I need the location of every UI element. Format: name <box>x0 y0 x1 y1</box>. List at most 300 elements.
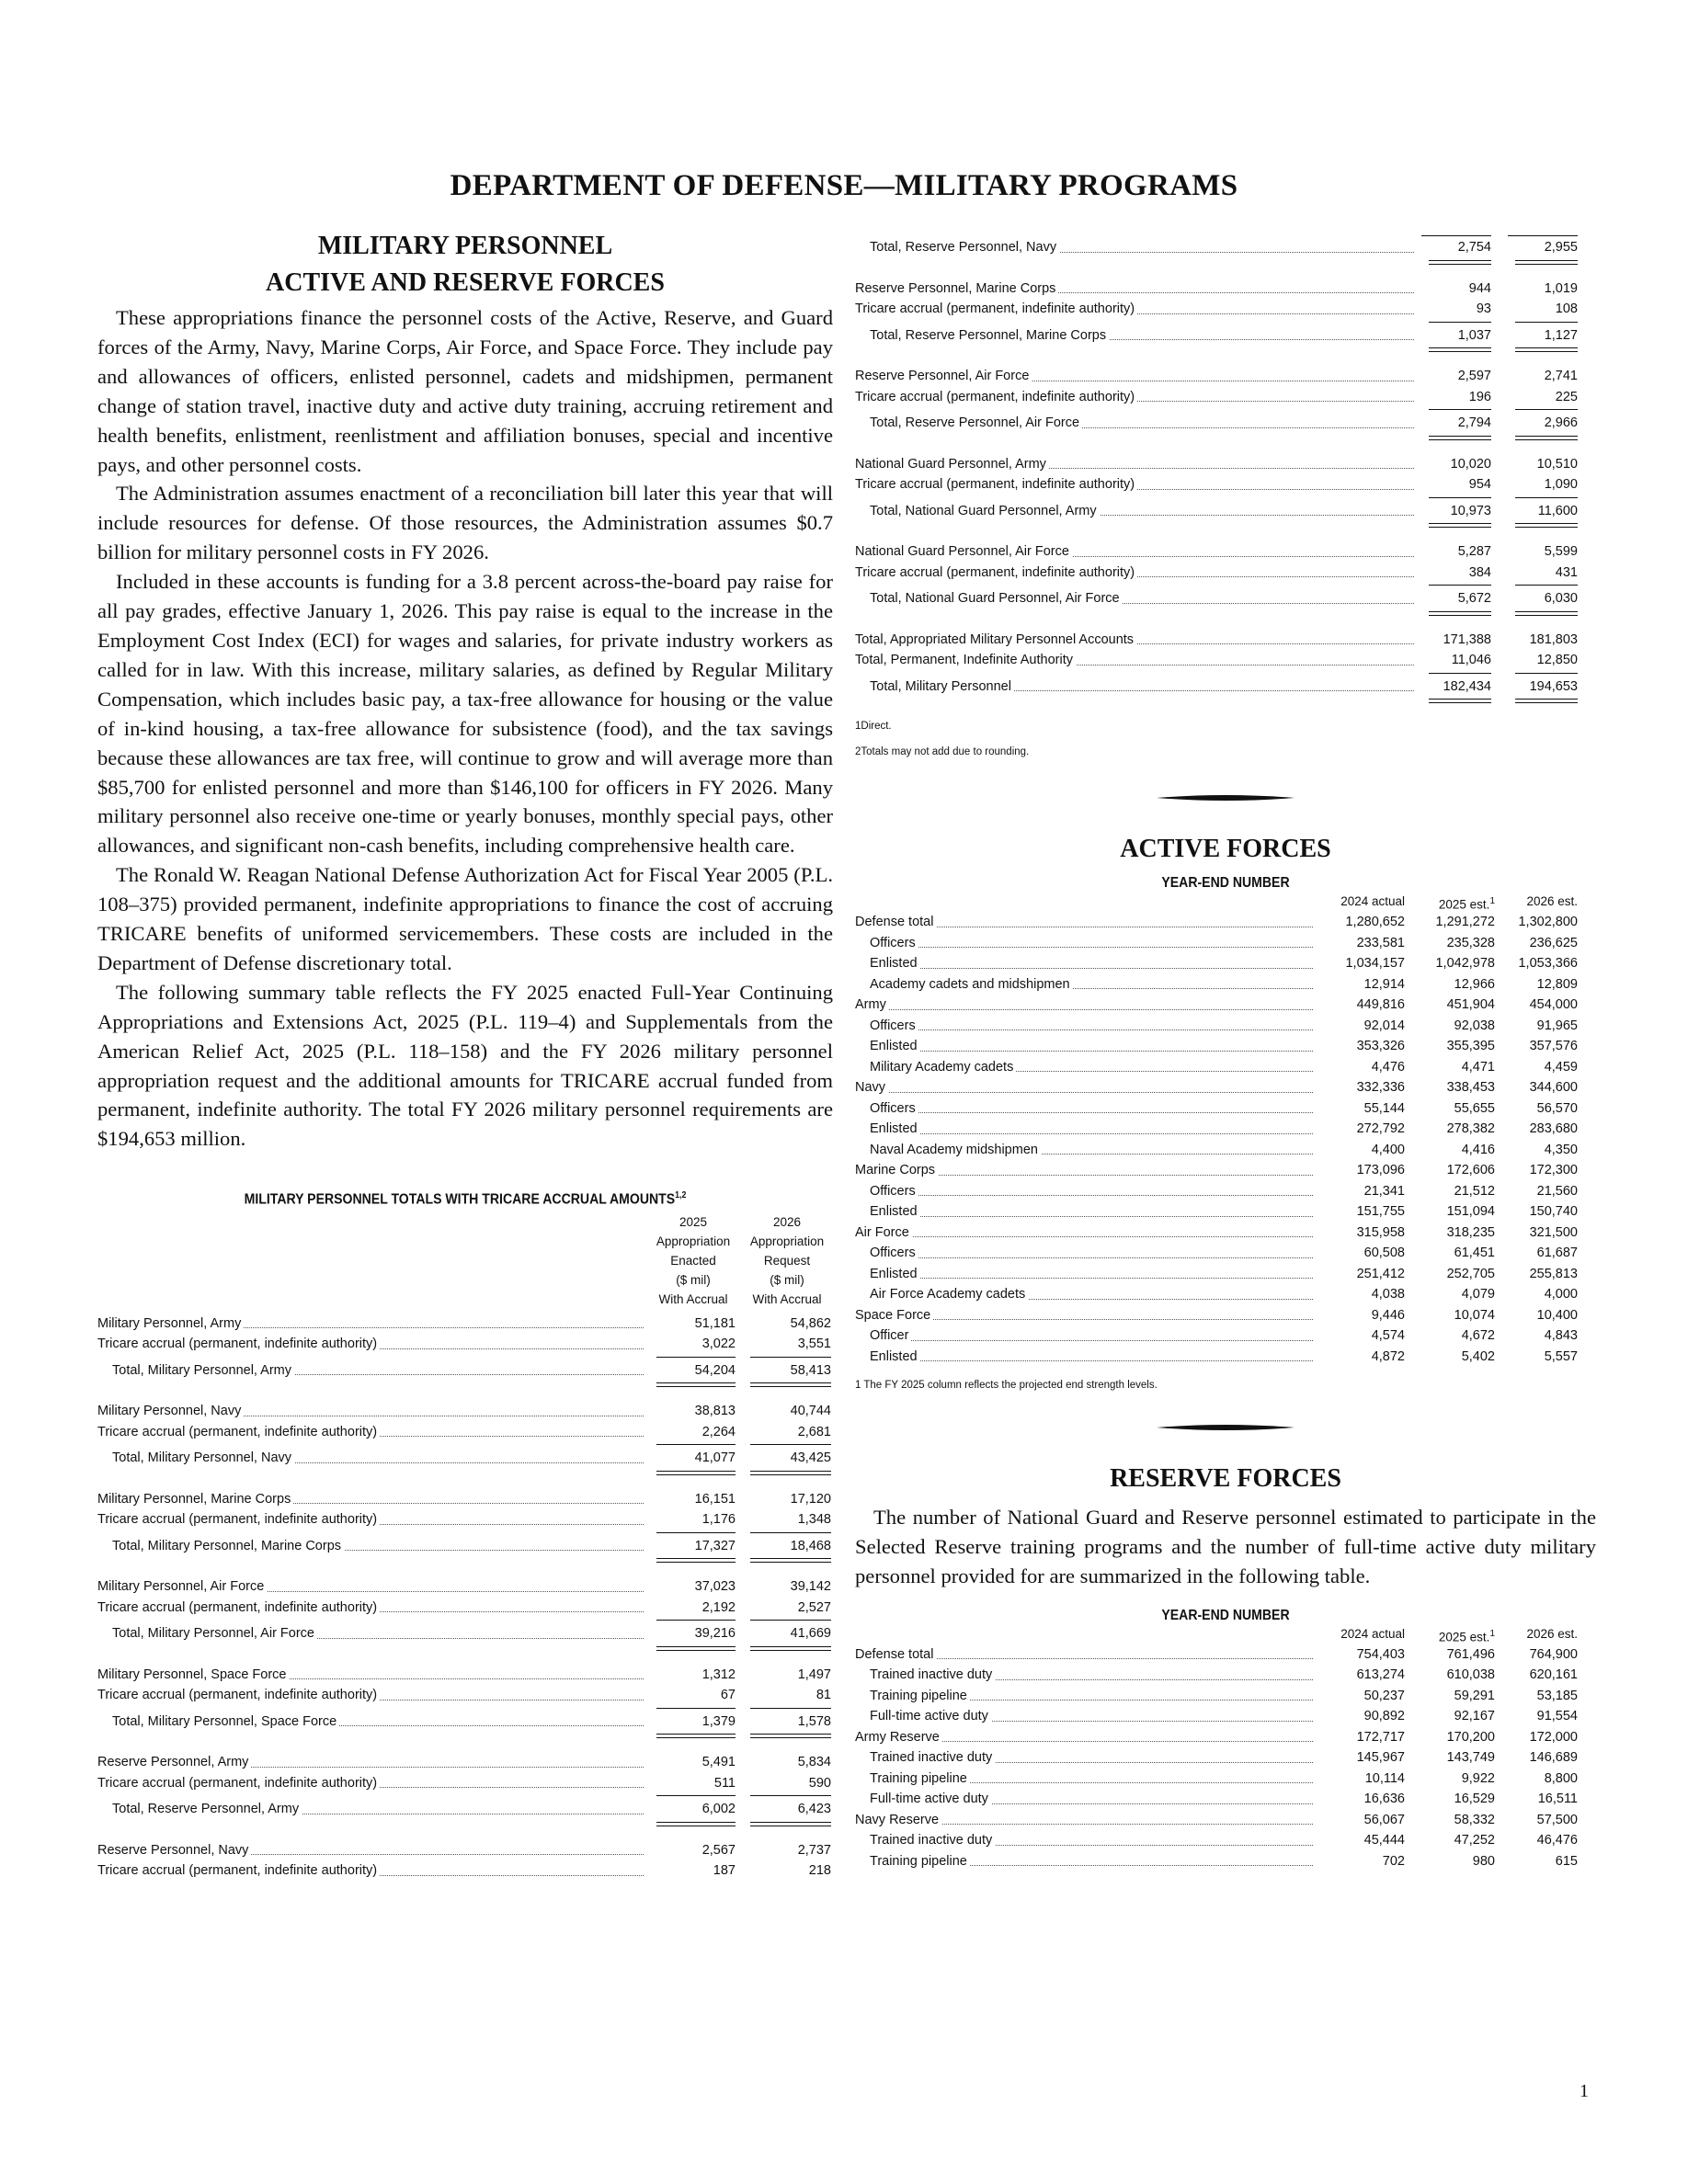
row-value: 51,181 <box>694 1315 736 1331</box>
row-label-text: Officers <box>855 936 918 950</box>
row-label <box>855 563 1414 584</box>
row-value: 56,067 <box>1363 1812 1405 1827</box>
row-value: 1,127 <box>1544 327 1578 343</box>
row-value: 173,096 <box>1356 1163 1405 1177</box>
col-header-2025 <box>647 1212 739 1309</box>
double-rule <box>855 258 1596 267</box>
row-label <box>855 1016 1313 1037</box>
row-value: 318,235 <box>1446 1224 1495 1240</box>
intro-text <box>97 303 833 1154</box>
row-label-text: Military Academy cadets <box>855 1060 1016 1075</box>
table-row <box>97 1840 833 1861</box>
row-value: 50,237 <box>1363 1688 1405 1703</box>
table-subrow <box>855 1016 1596 1037</box>
row-label <box>97 1623 644 1644</box>
row-label-text: Total, Reserve Personnel, Air Force <box>855 415 1082 430</box>
row-label <box>855 1201 1313 1223</box>
row-label-text: Navy Reserve <box>855 1813 941 1827</box>
row-label-text: Army Reserve <box>855 1730 942 1745</box>
row-label-text: Total, Military Personnel, Navy <box>97 1450 294 1465</box>
row-label-text: Total, Permanent, Indefinite Authority <box>855 653 1076 667</box>
row-value: 10,114 <box>1364 1770 1405 1786</box>
table-row <box>97 1576 833 1598</box>
row-value: 10,510 <box>1536 456 1578 472</box>
table-row <box>97 1685 833 1706</box>
row-value: 4,350 <box>1544 1142 1578 1157</box>
table-row <box>855 1077 1596 1098</box>
row-label <box>855 588 1414 609</box>
row-value: 67 <box>720 1688 736 1703</box>
row-label <box>855 1305 1313 1326</box>
row-value: 764,900 <box>1529 1646 1578 1662</box>
row-label <box>855 237 1414 258</box>
table-row <box>855 1223 1596 1244</box>
row-value: 5,557 <box>1544 1348 1578 1364</box>
double-rule <box>855 434 1596 443</box>
row-label <box>855 1830 1313 1851</box>
row-label-text: Military Personnel, Army <box>97 1316 244 1331</box>
total-row <box>855 501 1596 522</box>
paragraph: The following summary table reflects the FY 2025 enacted Full-Year Continuing Appropriations and Extensions Act, 2025 (P.L. 119–4) and Supplementals from the American Relief Act, 2025 (P.L. 118–158) and the FY 2026 military personnel appropriation request and the additional amounts for TRICARE accrual funded from permanent, indefinite authority. The total FY 2026 military personnel requirements are $194,653 million. <box>97 980 833 1151</box>
row-value: 449,816 <box>1356 997 1405 1012</box>
row-label-text: Trained inactive duty <box>855 1750 995 1765</box>
row-label <box>97 1685 644 1706</box>
row-value: 3,022 <box>701 1337 736 1352</box>
row-value: 252,705 <box>1446 1266 1495 1281</box>
row-value: 2,527 <box>797 1599 831 1615</box>
table-subrow <box>855 933 1596 954</box>
active-forces-table <box>855 912 1596 1367</box>
total-row <box>855 413 1596 434</box>
row-label-text: Officers <box>855 1018 918 1033</box>
col-header-2025 <box>1412 892 1495 915</box>
row-value: 1,037 <box>1457 327 1491 343</box>
table-row <box>855 995 1596 1016</box>
row-value: 2,737 <box>797 1842 831 1858</box>
row-label-text: Tricare accrual (permanent, indefinite authority) <box>97 1863 380 1878</box>
paragraph: These appropriations finance the personnel costs of the Active, Reserve, and Guard forces of the Army, Navy, Marine Corps, Air Force, and Space Force. They include pay and allowances of officers, enlisted personnel, cadets and midshipmen, permanent change of station travel, inactive duty and active duty training, accruing retirement and health benefits, enlistment, reenlistment and affiliation bonuses, special and incentive pays, and other personnel costs. <box>97 306 833 476</box>
row-label <box>855 1686 1313 1707</box>
row-label-text: Officers <box>855 1101 918 1116</box>
table-row <box>97 1401 833 1422</box>
footnote: 2Totals may not add due to rounding. <box>855 746 1030 757</box>
row-value: 610,038 <box>1446 1667 1495 1683</box>
col-header-sup: 1 <box>1489 896 1495 906</box>
row-label-text: Reserve Personnel, Air Force <box>855 369 1032 383</box>
row-value: 10,973 <box>1450 503 1491 518</box>
col-header-line: Request <box>763 1253 811 1268</box>
row-label <box>855 1160 1313 1181</box>
col-header-line: Enacted <box>670 1253 716 1268</box>
row-label <box>855 995 1313 1016</box>
row-label-text: Officer <box>855 1328 911 1343</box>
table-row <box>855 541 1596 563</box>
row-value: 1,497 <box>797 1666 831 1682</box>
row-label <box>855 366 1414 387</box>
row-label-text: Army <box>855 997 889 1012</box>
row-value: 702 <box>1382 1853 1405 1869</box>
table-row <box>97 1314 833 1335</box>
row-value: 12,809 <box>1536 976 1578 992</box>
footnote: 1Direct. <box>855 721 892 732</box>
col-header-line: 2026 <box>772 1214 802 1229</box>
row-value: 21,341 <box>1363 1183 1405 1199</box>
row-label-text: National Guard Personnel, Air Force <box>855 544 1072 559</box>
row-label-text: Enlisted <box>855 1204 920 1219</box>
row-value: 353,326 <box>1356 1039 1405 1053</box>
row-label <box>855 1077 1313 1098</box>
page-title: DEPARTMENT OF DEFENSE—MILITARY PROGRAMS <box>450 169 1238 202</box>
row-label <box>97 1360 644 1382</box>
row-label-text: Military Personnel, Space Force <box>97 1667 290 1682</box>
row-label-text: Tricare accrual (permanent, indefinite authority) <box>97 1600 380 1615</box>
row-label-text: Tricare accrual (permanent, indefinite authority) <box>855 565 1137 580</box>
row-value: 17,327 <box>694 1538 736 1553</box>
table-subrow <box>855 1747 1596 1769</box>
double-rule <box>855 697 1596 706</box>
row-label <box>97 1489 644 1510</box>
row-value: 2,192 <box>701 1599 736 1615</box>
section-heading-active-forces: ACTIVE FORCES <box>1120 835 1331 863</box>
row-value: 6,423 <box>797 1802 831 1817</box>
row-value: 251,412 <box>1356 1266 1405 1281</box>
row-label-text: Training pipeline <box>855 1771 970 1786</box>
active-table-header <box>855 892 1596 912</box>
table-subrow <box>855 1851 1596 1872</box>
row-value: 151,094 <box>1446 1204 1495 1219</box>
row-label-text: Total, Military Personnel <box>855 679 1014 694</box>
table-subrow <box>855 1036 1596 1057</box>
row-value: 12,850 <box>1536 653 1578 667</box>
totals-table-title <box>142 1190 789 1208</box>
row-label <box>97 1752 644 1773</box>
row-label <box>855 953 1313 974</box>
col-header-line: With Accrual <box>752 1291 822 1306</box>
row-label <box>97 1773 644 1794</box>
double-rule <box>855 609 1596 619</box>
row-label-text: Reserve Personnel, Marine Corps <box>855 281 1058 296</box>
left-column <box>97 228 833 1882</box>
table-row <box>855 1810 1596 1831</box>
col-header-2024: 2024 actual <box>1340 1626 1405 1641</box>
row-label-text: Total, Reserve Personnel, Army <box>97 1802 302 1816</box>
row-value: 4,416 <box>1461 1142 1495 1157</box>
row-label-text: Officers <box>855 1184 918 1199</box>
row-value: 1,042,978 <box>1435 956 1495 971</box>
row-label <box>97 1509 644 1530</box>
row-value: 590 <box>808 1775 831 1791</box>
row-value: 4,400 <box>1371 1142 1405 1157</box>
row-label <box>855 387 1414 408</box>
table-row <box>855 630 1596 651</box>
row-label <box>97 1576 644 1598</box>
row-label <box>855 1140 1313 1161</box>
row-value: 150,740 <box>1529 1204 1578 1219</box>
row-label-text: Officers <box>855 1246 918 1260</box>
row-value: 355,395 <box>1446 1039 1495 1053</box>
row-value: 235,328 <box>1446 935 1495 950</box>
row-value: 37,023 <box>694 1579 736 1595</box>
row-value: 272,792 <box>1356 1121 1405 1136</box>
row-label-text: Military Personnel, Navy <box>97 1404 244 1418</box>
row-label-text: Enlisted <box>855 1267 920 1281</box>
table-subrow <box>855 1325 1596 1347</box>
row-label <box>855 1119 1313 1140</box>
row-value: 944 <box>1468 280 1491 296</box>
row-label-text: Tricare accrual (permanent, indefinite authority) <box>97 1425 380 1439</box>
row-value: 172,300 <box>1529 1163 1578 1177</box>
row-label <box>855 933 1313 954</box>
section-divider-ornament <box>855 792 1596 803</box>
table-row <box>855 650 1596 671</box>
row-value: 954 <box>1468 477 1491 492</box>
row-value: 4,000 <box>1544 1287 1578 1302</box>
col-header-line: With Accrual <box>658 1291 728 1306</box>
active-footnote: 1 The FY 2025 column reflects the projected end strength levels. <box>855 1380 1158 1391</box>
total-row <box>855 588 1596 609</box>
row-label-text: Tricare accrual (permanent, indefinite authority) <box>855 390 1137 404</box>
row-label <box>855 325 1414 347</box>
table-row <box>97 1665 833 1686</box>
row-value: 431 <box>1555 564 1578 580</box>
table-row <box>855 1727 1596 1748</box>
section-divider-ornament <box>855 1422 1596 1433</box>
row-value: 11,046 <box>1451 653 1491 667</box>
row-value: 16,636 <box>1363 1792 1405 1807</box>
table-subrow <box>855 1769 1596 1790</box>
row-value: 344,600 <box>1529 1080 1578 1095</box>
row-label-text: Tricare accrual (permanent, indefinite authority) <box>855 301 1137 316</box>
row-value: 5,672 <box>1457 591 1491 606</box>
row-value: 53,185 <box>1536 1688 1578 1703</box>
row-value: 61,451 <box>1454 1246 1495 1260</box>
row-label-text: Reserve Personnel, Navy <box>97 1843 251 1858</box>
table-row <box>855 563 1596 584</box>
total-row <box>97 1536 833 1557</box>
table-row <box>855 1305 1596 1326</box>
section-heading-active-reserve: ACTIVE AND RESERVE FORCES <box>266 268 665 297</box>
page-number: 1 <box>1580 2081 1589 2101</box>
row-label <box>97 1422 644 1443</box>
total-row <box>855 325 1596 347</box>
row-label <box>855 279 1414 300</box>
row-value: 12,914 <box>1363 976 1405 992</box>
row-label-text: Full-time active duty <box>855 1792 991 1806</box>
table-row <box>855 387 1596 408</box>
row-value: 451,904 <box>1446 997 1495 1012</box>
col-header-line: Appropriation <box>749 1234 825 1248</box>
row-value: 2,741 <box>1544 369 1578 383</box>
row-label-text: Trained inactive duty <box>855 1667 995 1682</box>
row-label-text: Training pipeline <box>855 1689 970 1703</box>
table-row <box>97 1752 833 1773</box>
table-row <box>855 912 1596 933</box>
row-value: 283,680 <box>1529 1121 1578 1136</box>
col-header-line: 2025 <box>679 1214 708 1229</box>
row-value: 5,491 <box>701 1755 736 1770</box>
col-header-text: 2025 est. <box>1438 1630 1490 1644</box>
row-label <box>855 650 1414 671</box>
row-value: 55,144 <box>1363 1100 1405 1116</box>
col-header-line: Appropriation <box>656 1234 731 1248</box>
row-label-text: Marine Corps <box>855 1163 938 1177</box>
row-label-text: Total, National Guard Personnel, Army <box>855 504 1100 518</box>
row-value: 172,000 <box>1529 1729 1578 1745</box>
row-value: 511 <box>713 1775 736 1791</box>
double-rule <box>97 1644 833 1654</box>
table-subrow <box>855 1665 1596 1686</box>
table-row <box>855 299 1596 320</box>
row-value: 9,922 <box>1461 1770 1495 1786</box>
row-value: 41,077 <box>694 1450 736 1466</box>
row-value: 10,020 <box>1450 456 1491 472</box>
paragraph: The number of National Guard and Reserve personnel estimated to participate in the Selected Reserve training programs and the number of full-time active duty military personnel provided for are summarized in the following table. <box>855 1506 1596 1587</box>
row-value: 187 <box>713 1863 736 1879</box>
row-value: 58,332 <box>1454 1812 1495 1827</box>
row-value: 4,476 <box>1371 1059 1405 1075</box>
totals-table-title-sup: 1,2 <box>675 1190 687 1201</box>
row-label <box>97 1665 644 1686</box>
row-label <box>97 1860 644 1882</box>
table-footnotes <box>855 719 1596 759</box>
row-label-text: National Guard Personnel, Army <box>855 457 1049 472</box>
row-label <box>855 1706 1313 1727</box>
row-value: 171,388 <box>1443 631 1491 647</box>
table-subrow <box>855 1789 1596 1810</box>
row-label-text: Military Personnel, Air Force <box>97 1579 267 1594</box>
row-label-text: Enlisted <box>855 956 920 971</box>
row-value: 278,382 <box>1446 1121 1495 1136</box>
table-row <box>97 1860 833 1882</box>
total-row <box>855 237 1596 258</box>
reserve-table-header <box>855 1624 1596 1644</box>
row-label <box>855 413 1414 434</box>
total-row <box>855 677 1596 698</box>
row-value: 4,038 <box>1371 1287 1405 1302</box>
row-value: 3,551 <box>797 1337 831 1352</box>
row-value: 2,264 <box>701 1424 736 1439</box>
row-value: 45,444 <box>1363 1833 1405 1848</box>
row-value: 43,425 <box>790 1450 831 1466</box>
col-header-line: ($ mil) <box>770 1272 804 1287</box>
row-label <box>855 1057 1313 1078</box>
row-label-text: Tricare accrual (permanent, indefinite authority) <box>97 1512 380 1527</box>
row-label-text: Academy cadets and midshipmen <box>855 977 1073 992</box>
row-value: 615 <box>1555 1853 1578 1869</box>
row-label-text: Total, National Guard Personnel, Air Force <box>855 591 1123 606</box>
row-label-text: Training pipeline <box>855 1854 970 1869</box>
row-value: 16,511 <box>1537 1792 1578 1807</box>
row-label-text: Tricare accrual (permanent, indefinite authority) <box>97 1688 380 1702</box>
row-label <box>855 912 1313 933</box>
row-value: 47,252 <box>1454 1833 1495 1848</box>
table-row <box>97 1422 833 1443</box>
row-label-text: Total, Military Personnel, Air Force <box>97 1626 317 1641</box>
row-value: 236,625 <box>1529 935 1578 950</box>
row-value: 18,468 <box>790 1538 831 1553</box>
row-label-text: Military Personnel, Marine Corps <box>97 1492 293 1507</box>
active-table-title: YEAR-END NUMBER <box>1161 875 1290 891</box>
total-row <box>97 1360 833 1382</box>
reserve-table-title: YEAR-END NUMBER <box>1161 1607 1290 1623</box>
row-value: 5,402 <box>1461 1348 1495 1364</box>
row-value: 54,862 <box>790 1315 831 1331</box>
row-value: 81 <box>815 1688 831 1703</box>
total-row <box>97 1623 833 1644</box>
row-value: 4,574 <box>1371 1328 1405 1343</box>
col-header-2024: 2024 actual <box>1340 894 1405 908</box>
row-value: 92,014 <box>1363 1018 1405 1033</box>
row-value: 4,079 <box>1461 1287 1495 1302</box>
row-label <box>855 1325 1313 1347</box>
row-value: 1,312 <box>701 1666 736 1682</box>
col-header-2026: 2026 est. <box>1526 1626 1578 1641</box>
row-value: 1,053,366 <box>1518 956 1578 971</box>
row-value: 1,034,157 <box>1345 956 1405 971</box>
row-label-text: Total, Appropriated Military Personnel Accounts <box>855 632 1136 647</box>
row-value: 57,500 <box>1536 1812 1578 1827</box>
row-value: 4,843 <box>1544 1328 1578 1343</box>
row-label <box>855 630 1414 651</box>
row-value: 321,500 <box>1529 1224 1578 1240</box>
row-value: 92,038 <box>1454 1018 1495 1033</box>
row-value: 60,508 <box>1363 1246 1405 1260</box>
row-label <box>855 1644 1313 1666</box>
table-row <box>855 454 1596 475</box>
row-value: 761,496 <box>1446 1646 1495 1662</box>
row-value: 1,578 <box>797 1713 831 1729</box>
row-value: 8,800 <box>1544 1770 1578 1786</box>
row-value: 92,167 <box>1454 1709 1495 1724</box>
row-label <box>855 1789 1313 1810</box>
row-label-text: Trained inactive duty <box>855 1833 995 1848</box>
row-value: 613,274 <box>1356 1667 1405 1683</box>
row-label <box>97 1840 644 1861</box>
table-subrow <box>855 1243 1596 1264</box>
row-label <box>855 1181 1313 1202</box>
row-label <box>855 1769 1313 1790</box>
row-value: 218 <box>808 1863 831 1879</box>
row-value: 1,280,652 <box>1345 915 1405 929</box>
row-value: 11,600 <box>1537 503 1578 518</box>
row-value: 16,151 <box>694 1491 736 1507</box>
row-value: 196 <box>1468 389 1491 404</box>
paragraph: The Ronald W. Reagan National Defense Authorization Act for Fiscal Year 2005 (P.L. 108–375) provided permanent, indefinite appropriations to finance the cost of accruing TRICARE benefits of uniformed servicemembers. These costs are included in the Department of Defense discretionary total. <box>97 863 833 974</box>
row-value: 2,681 <box>797 1424 831 1439</box>
row-label <box>97 1401 644 1422</box>
col-header-line: ($ mil) <box>676 1272 711 1287</box>
row-value: 90,892 <box>1363 1709 1405 1724</box>
row-value: 233,581 <box>1356 935 1405 950</box>
table-subrow <box>855 1264 1596 1285</box>
totals-table-continued <box>855 237 1596 706</box>
row-value: 40,744 <box>790 1404 831 1419</box>
row-value: 1,291,272 <box>1435 915 1495 929</box>
row-value: 2,567 <box>701 1842 736 1858</box>
row-label <box>855 1810 1313 1831</box>
row-label-text: Full-time active duty <box>855 1709 991 1723</box>
table-subrow <box>855 1181 1596 1202</box>
row-label <box>855 474 1414 495</box>
col-header-2026: 2026 est. <box>1526 894 1578 908</box>
row-label <box>855 1223 1313 1244</box>
table-row <box>855 279 1596 300</box>
row-value: 21,560 <box>1536 1183 1578 1199</box>
col-header-text: 2025 est. <box>1438 897 1490 912</box>
double-rule <box>97 1556 833 1565</box>
row-value: 54,204 <box>694 1362 736 1378</box>
double-rule <box>97 1732 833 1741</box>
